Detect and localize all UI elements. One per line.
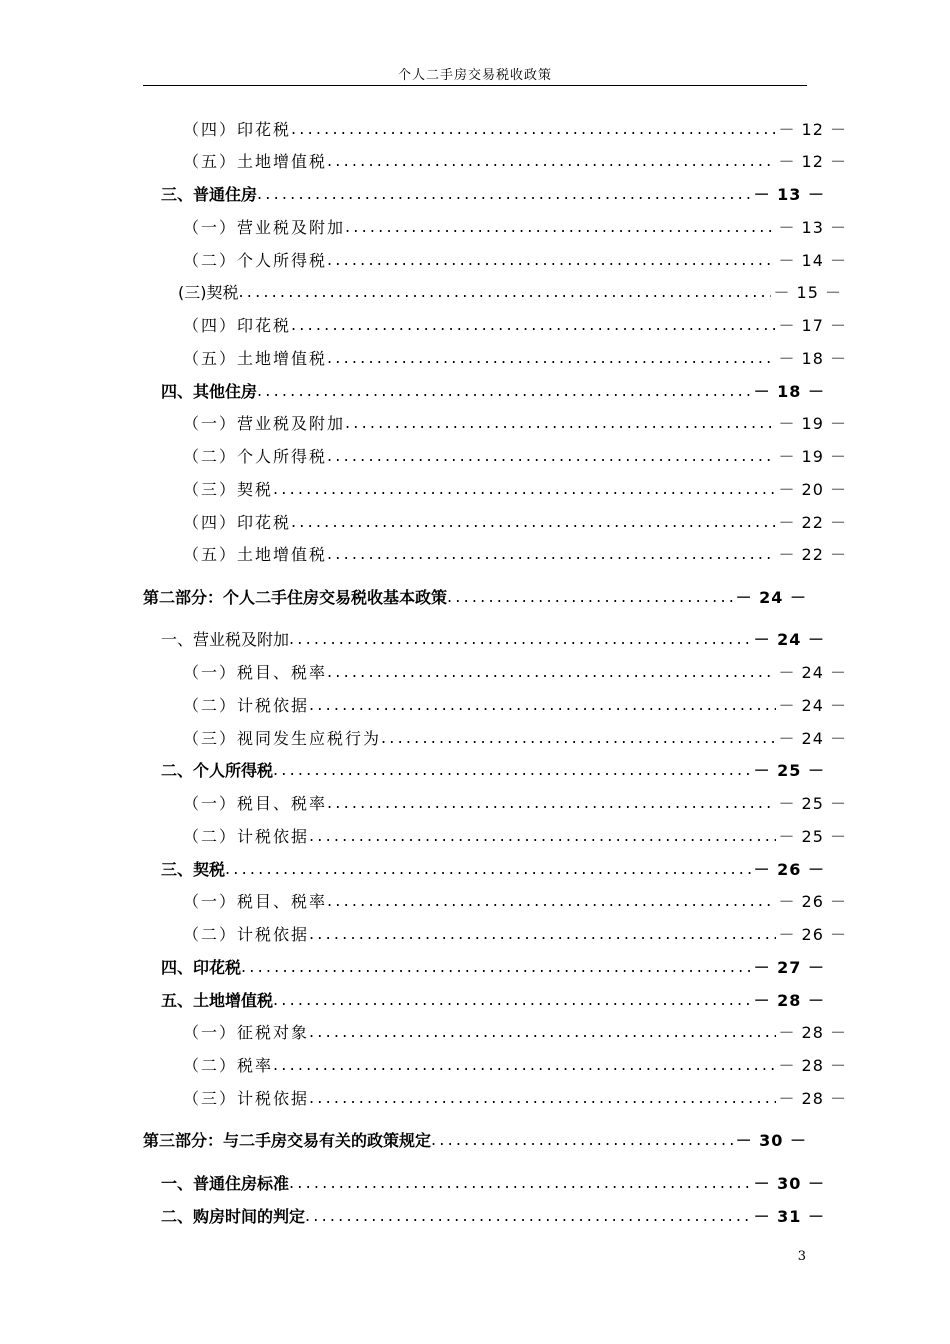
- toc-entry-page: － 24 －: [778, 695, 847, 715]
- toc-entry-title: （一）税目、税率: [183, 662, 328, 682]
- toc-entry-title: （二）税率: [183, 1055, 274, 1075]
- toc-entry[interactable]: [143, 624, 825, 652]
- toc-dot-leader: [273, 1055, 776, 1074]
- toc-entry-title: 第二部分：个人二手住房交易税收基本政策: [143, 587, 448, 607]
- toc-dot-leader: [309, 924, 776, 943]
- toc-entry[interactable]: [143, 1083, 847, 1111]
- page-header-title: 个人二手房交易税收政策: [397, 68, 552, 83]
- toc-entry-title: 四、其他住房: [161, 381, 258, 401]
- toc-entry[interactable]: [143, 582, 807, 610]
- toc-entry-page: － 22 －: [778, 544, 847, 564]
- toc-entry-title: 五、土地增值税: [161, 990, 274, 1010]
- toc-entry-title: （一）营业税及附加: [183, 413, 346, 433]
- toc-entry[interactable]: [143, 1201, 825, 1229]
- toc-entry[interactable]: [143, 821, 847, 849]
- toc-entry[interactable]: [143, 507, 847, 535]
- toc-entry-page: － 13 －: [778, 217, 847, 237]
- toc-entry-title: （一）营业税及附加: [183, 217, 346, 237]
- toc-entry-page: － 24 －: [778, 662, 847, 682]
- toc-dot-leader: [257, 381, 752, 400]
- toc-entry-page: － 28 －: [753, 990, 825, 1010]
- toc-entry[interactable]: [143, 1125, 807, 1153]
- toc-entry[interactable]: [143, 277, 842, 305]
- toc-entry-page: － 24 －: [778, 728, 847, 748]
- toc-entry[interactable]: [143, 179, 825, 207]
- toc-entry-title: 第三部分：与二手房交易有关的政策规定: [143, 1130, 432, 1150]
- toc-entry[interactable]: [143, 310, 847, 338]
- toc-entry-title: (三)契税: [178, 282, 239, 302]
- toc-entry-page: － 19 －: [778, 413, 847, 433]
- toc-dot-leader: [289, 1173, 752, 1192]
- toc-entry-title: （五）土地增值税: [183, 348, 328, 368]
- toc-dot-leader: [447, 587, 734, 606]
- toc-entry-page: － 13 －: [753, 184, 825, 204]
- toc-entry-page: － 25 －: [753, 760, 825, 780]
- toc-entry-page: － 27 －: [753, 957, 825, 977]
- toc-entry-page: － 24 －: [735, 587, 807, 607]
- toc-entry-page: － 19 －: [778, 446, 847, 466]
- toc-dot-leader: [273, 479, 776, 498]
- toc-entry-title: （三）契税: [183, 479, 274, 499]
- toc-entry[interactable]: [143, 245, 847, 273]
- toc-dot-leader: [327, 891, 776, 910]
- toc-dot-leader: [309, 826, 776, 845]
- toc-entry[interactable]: [143, 376, 825, 404]
- toc-entry[interactable]: [143, 146, 847, 174]
- toc-entry-title: （四）印花税: [183, 512, 292, 532]
- toc-dot-leader: [273, 990, 752, 1009]
- toc-entry-page: － 26 －: [778, 924, 847, 944]
- toc-entry-title: （二）个人所得税: [183, 446, 328, 466]
- toc-entry-page: － 18 －: [778, 348, 847, 368]
- toc-dot-leader: [305, 1206, 752, 1225]
- toc-entry-title: （三）计税依据: [183, 1088, 310, 1108]
- toc-entry[interactable]: [143, 657, 847, 685]
- toc-dot-leader: [381, 728, 776, 747]
- toc-entry[interactable]: [143, 474, 847, 502]
- toc-entry-page: － 30 －: [735, 1130, 807, 1150]
- toc-entry[interactable]: [143, 441, 847, 469]
- toc-entry-page: － 17 －: [778, 315, 847, 335]
- toc-entry[interactable]: [143, 854, 825, 882]
- toc-entry-page: － 28 －: [778, 1022, 847, 1042]
- toc-entry-page: － 31 －: [753, 1206, 825, 1226]
- toc-entry[interactable]: [143, 690, 847, 718]
- toc-entry[interactable]: [143, 114, 847, 142]
- toc-dot-leader: [327, 662, 776, 681]
- toc-dot-leader: [309, 1022, 776, 1041]
- toc-entry[interactable]: [143, 408, 847, 436]
- toc-entry[interactable]: [143, 788, 847, 816]
- toc-entry-page: － 26 －: [753, 859, 825, 879]
- toc-entry-title: 三、普通住房: [161, 184, 258, 204]
- toc-entry-page: － 28 －: [778, 1088, 847, 1108]
- toc-dot-leader: [327, 348, 776, 367]
- toc-entry[interactable]: [143, 886, 847, 914]
- toc-entry-page: － 25 －: [778, 826, 847, 846]
- toc-entry[interactable]: [143, 723, 847, 751]
- toc-entry-title: （四）印花税: [183, 315, 292, 335]
- toc-dot-leader: [309, 695, 776, 714]
- toc-dot-leader: [291, 119, 776, 138]
- toc-entry[interactable]: [143, 985, 825, 1013]
- toc-entry-page: － 24 －: [753, 629, 825, 649]
- toc-entry-title: 二、个人所得税: [161, 760, 274, 780]
- toc-dot-leader: [291, 315, 776, 334]
- toc-dot-leader: [345, 413, 776, 432]
- toc-dot-leader: [327, 793, 776, 812]
- toc-entry[interactable]: [143, 1168, 825, 1196]
- toc-entry-title: （二）计税依据: [183, 826, 310, 846]
- toc-dot-leader: [291, 512, 776, 531]
- toc-entry-title: （五）土地增值税: [183, 544, 328, 564]
- toc-dot-leader: [241, 957, 752, 976]
- toc-entry-page: － 22 －: [778, 512, 847, 532]
- toc-dot-leader: [327, 544, 776, 563]
- toc-entry-page: － 15 －: [773, 282, 842, 302]
- toc-entry-page: － 12 －: [778, 151, 847, 171]
- toc-entry-title: （五）土地增值税: [183, 151, 328, 171]
- toc-entry-page: － 28 －: [778, 1055, 847, 1075]
- toc-entry-title: （一）税目、税率: [183, 793, 328, 813]
- toc-entry-title: （三）视同发生应税行为: [183, 728, 382, 748]
- toc-dot-leader: [257, 184, 752, 203]
- toc-entry[interactable]: [143, 755, 825, 783]
- toc-entry-page: － 30 －: [753, 1173, 825, 1193]
- toc-dot-leader: [225, 859, 752, 878]
- toc-dot-leader: [345, 217, 776, 236]
- toc-entry-title: （二）个人所得税: [183, 250, 328, 270]
- toc-entry-page: － 25 －: [778, 793, 847, 813]
- toc-entry-title: （二）计税依据: [183, 924, 310, 944]
- page-number: 3: [797, 1249, 806, 1264]
- toc-dot-leader: [273, 760, 752, 779]
- toc-entry-title: 三、契税: [161, 859, 226, 879]
- toc-entry-title: （二）计税依据: [183, 695, 310, 715]
- toc-dot-leader: [239, 282, 772, 301]
- toc-entry[interactable]: [143, 1017, 847, 1045]
- toc-entry-title: （四）印花税: [183, 119, 292, 139]
- toc-dot-leader: [309, 1088, 776, 1107]
- toc-entry-page: － 12 －: [778, 119, 847, 139]
- toc-entry-page: － 18 －: [753, 381, 825, 401]
- toc-entry-title: 一、普通住房标准: [161, 1173, 290, 1193]
- toc-entry[interactable]: [143, 343, 847, 371]
- toc-entry-title: 四、印花税: [161, 957, 242, 977]
- toc-entry-title: 二、购房时间的判定: [161, 1206, 306, 1226]
- toc-entry-page: － 20 －: [778, 479, 847, 499]
- toc-entry[interactable]: [143, 212, 847, 240]
- toc-entry[interactable]: [143, 539, 847, 567]
- toc-entry[interactable]: [143, 919, 847, 947]
- toc-dot-leader: [327, 250, 776, 269]
- toc-entry-title: 一、营业税及附加: [161, 629, 290, 649]
- toc-entry-title: （一）征税对象: [183, 1022, 310, 1042]
- toc-entry-page: － 26 －: [778, 891, 847, 911]
- toc-dot-leader: [327, 151, 776, 170]
- toc-entry[interactable]: [143, 1050, 847, 1078]
- toc-dot-leader: [431, 1130, 734, 1149]
- toc-dot-leader: [289, 629, 752, 648]
- toc-entry[interactable]: [143, 952, 825, 980]
- toc-entry-page: － 14 －: [778, 250, 847, 270]
- toc-entry-title: （一）税目、税率: [183, 891, 328, 911]
- toc-dot-leader: [327, 446, 776, 465]
